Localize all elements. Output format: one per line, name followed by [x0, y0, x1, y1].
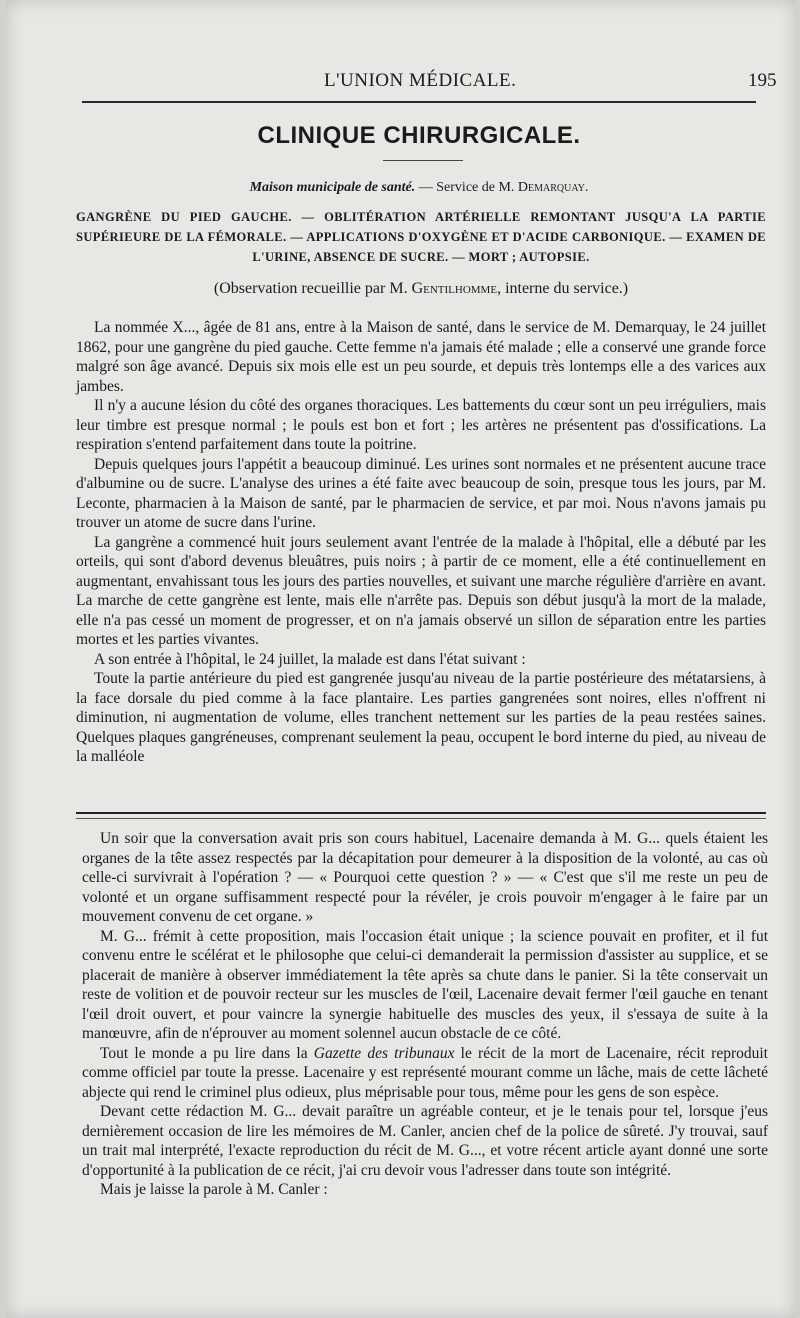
observation-prefix: (Observation recueillie par M. [213, 280, 412, 297]
paragraph: La nommée X..., âgée de 81 ans, entre à la Maison de santé, dans le service de M. Demarquay, le 24 juillet 1862, pour une gangrène du pied gauche. Cette femme n'a jamais été malade ; elle a conservé une grande force malgré son âge avancé. Depuis six mois elle est un peu sourde, et depuis très lontemps elle a des varices aux jambes. [76, 319, 766, 395]
feuilleton-separator [76, 812, 766, 819]
paragraph: A son entrée à l'hôpital, le 24 juillet, la malade est dans l'état suivant : [94, 650, 526, 668]
journal-page [6, 0, 796, 1318]
newspaper-title: Gazette des tribunaux [313, 1044, 455, 1062]
institution-line [82, 180, 756, 196]
header-rule [82, 101, 756, 103]
journal-title: L'UNION MÉDICALE. [324, 70, 517, 91]
paragraph: La gangrène a commencé huit jours seulement avant l'entrée de la malade à l'hôpital, elle a débuté par les orteils, qui sont d'abord devenus bleuâtres, puis noirs ; à partir de ce moment, elle a été continuellement en augmentant, envahissant tous les jours des parties nouvelles, et suivant une marche régulière d'arrière en avant. La marche de cette gangrène est lente, mais elle n'arrête pas. Depuis son début jusqu'à la mort de la malade, elle n'a pas cessé un moment de progresser, et on n'a jamais observé un sillon de séparation entre les parties mortes et les parties vivantes. [76, 533, 766, 648]
paragraph: Toute la partie antérieure du pied est gangrenée jusqu'au niveau de la partie postérieure des métatarsiens, à la face dorsale du pied comme à la face plantaire. Les parties gangrenées sont noires, elles n'offrent ni diminution, ni augmentation de volume, elles tranchent nettement sur les parties de la peau restées saines. Quelques plaques gangréneuses, comprenant seulement la peau, occupent le bord interne du pied, au niveau de la malléole [76, 670, 766, 765]
feuilleton-paragraph: Mais je laisse la parole à M. Canler : [100, 1181, 328, 1198]
title-underline [383, 160, 463, 161]
service-prefix: — Service de M. [415, 180, 518, 195]
clinical-text [76, 318, 766, 767]
paragraph: Il n'y a aucune lésion du côté des organes thoraciques. Les battements du cœur sont un peu irréguliers, mais leur timbre est presque normal ; le pouls est bon et fort ; les artères ne présentent pas d'ossifications. La respiration s'entend parfaitement dans toute la poitrine. [76, 397, 766, 453]
page-number: 195 [748, 70, 777, 91]
paragraph: Depuis quelques jours l'appétit a beaucoup diminué. Les urines sont normales et ne présentent aucune trace d'albumine ou de sucre. L'analyse des urines a été faite avec beaucoup de soin, presque tous les jours, par M. Leconte, pharmacien à la Maison de santé, par le pharmacien de service, et par moi. Nous n'avons jamais pu trouver un atome de sucre dans l'urine. [76, 455, 766, 531]
feuilleton-text [82, 829, 768, 1200]
text-span: le récit de la mort de Lacenaire, récit reproduit comme officiel par toute la presse. Lacenaire y est représenté mourant comme un lâche, mais de cette lâcheté abjecte qui rend le criminel plus odieux, plus méprisable pour tous, même pour les gens de son espèce. [82, 1044, 768, 1101]
service-chief: Demarquay. [517, 180, 589, 195]
observation-credit [76, 280, 766, 298]
text-span: Tout le monde a pu lire dans la [100, 1044, 314, 1062]
feuilleton-paragraph: Devant cette rédaction M. G... devait paraître un agréable conteur, et je le tenais pour tel, lorsque j'eus dernièrement occasion de lire les mémoires de M. Canler, ancien chef de la police de sûreté. J'y trouvai, sauf un trait mal interprété, l'exacte reproduction du récit de M. G..., et votre récent article ayant donné une sorte d'opportunité à la publication de ce récit, j'ai cru devoir vous l'adresser dans toute son intégrité. [82, 1103, 768, 1179]
section-title: CLINIQUE CHIRURGICALE. [257, 122, 581, 149]
observation-suffix: , interne du service.) [497, 280, 629, 297]
feuilleton-paragraph: M. G... frémit à cette proposition, mais l'occasion était unique ; la science pouvait en profiter, et il fut convenu entre le scélérat et le philosophe que celui-ci demanderait la permission d'assister au supplice, et se placerait de manière à observer immédiatement la tête après sa chute dans le panier. Si la tête conservait un reste de volition et de pouvoir recteur sur les muscles de l'œil, Lacenaire devait fermer l'œil gauche en tenant l'œil droit ouvert, et pour vaincre la synergie habituelle des muscles des yeux, il s'essaya de suite à la manœuvre, afin de n'éprouver au moment solennel aucun obstacle de ce côté. [82, 927, 768, 1042]
case-heading: GANGRÈNE DU PIED GAUCHE. — OBLITÉRATION ARTÉRIELLE REMONTANT JUSQU'A LA PARTIE SUPÉRIEURE DE LA FÉMORALE. — APPLICATIONS D'OXYGÈNE ET D'ACIDE CARBONIQUE. — EXAMEN DE L'URINE, ABSENCE DE SUCRE. — MORT ; AUTOPSIE. [76, 210, 766, 264]
running-head [6, 70, 796, 96]
institution-name: Maison municipale de santé. [249, 180, 416, 195]
feuilleton-paragraph [82, 1044, 768, 1103]
observer-name: Gentilhomme [411, 280, 498, 297]
feuilleton-paragraph: Un soir que la conversation avait pris son cours habituel, Lacenaire demanda à M. G... quels étaient les organes de la tête assez respectés par la décapitation pour demeurer à la disposition de la volonté, au cas où celle-ci survivrait à l'opération ? — « Pourquoi cette question ? » — « C'est que s'il me reste un peu de volonté et un organe suffisamment respecté pour la révéler, je crois pouvoir m'engager à le faire par un mouvement convenu de cet organe. » [82, 830, 768, 925]
